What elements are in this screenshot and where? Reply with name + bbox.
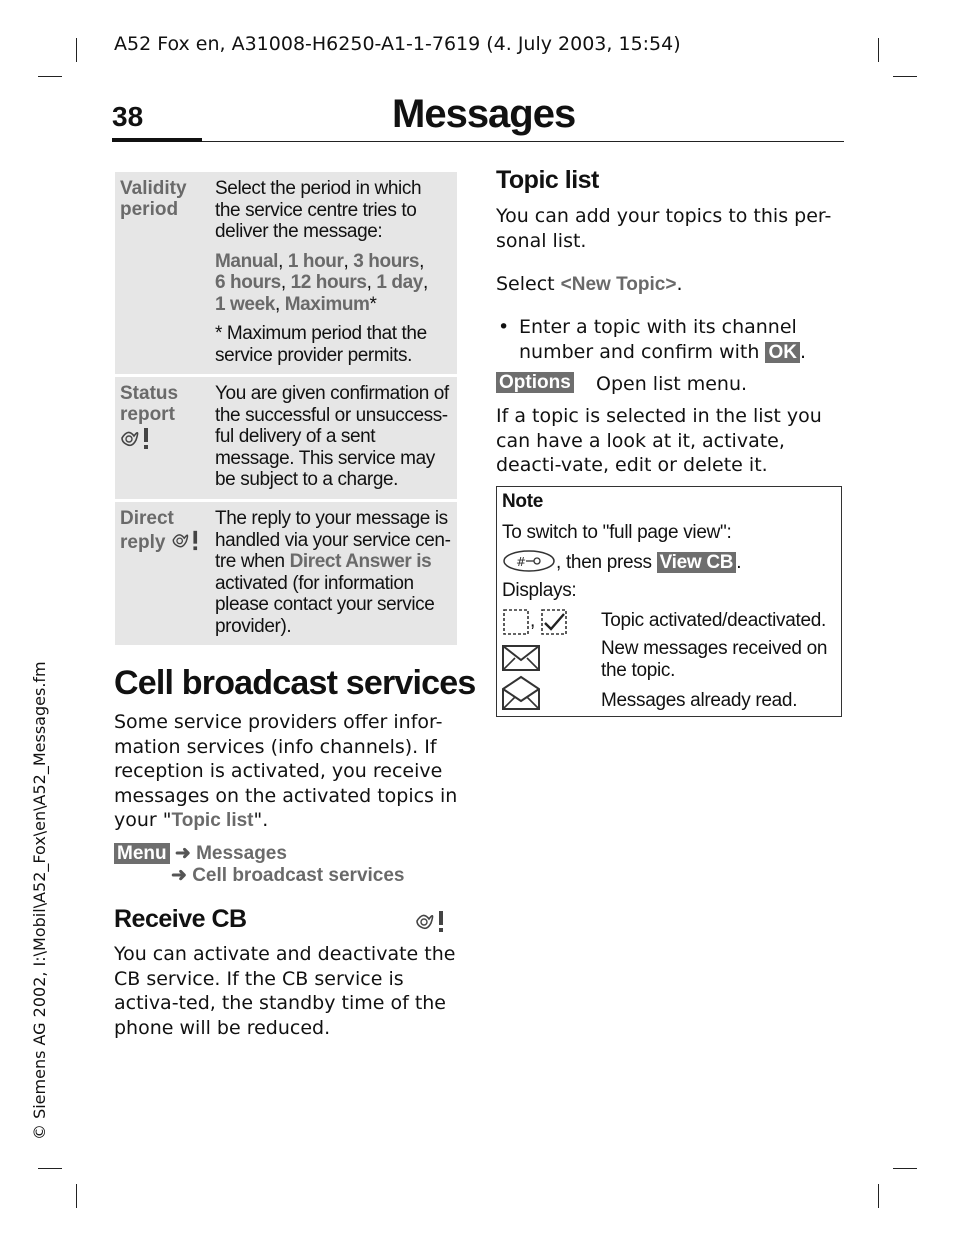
- crop-mark: [76, 1184, 77, 1208]
- table-row: [115, 377, 457, 499]
- topic-status-icons: ,: [502, 608, 568, 636]
- view-cb-key: View CB: [657, 552, 737, 573]
- status-item: Messages already read.: [601, 690, 798, 711]
- cell-broadcast-heading: Cell broadcast services: [114, 664, 476, 702]
- note-box: [496, 486, 842, 717]
- bullet-text: Enter a topic with its channel number and confirm with OK .: [519, 316, 806, 363]
- receive-cb-heading: Receive CB: [114, 905, 247, 933]
- select-new-topic: Select <New Topic>.: [496, 273, 683, 295]
- checkbox-checked-icon: [540, 608, 568, 636]
- options-row: [496, 372, 574, 394]
- menu-path: Menu ➜ Messages ➜ Cell broadcast services: [114, 843, 405, 887]
- receive-cb-text: You can activate and deactivate the CB service. If the CB service is activa-ted, the standby time of the phone will be reduced.: [114, 943, 456, 1039]
- status-item: Topic activated/deactivated.: [601, 610, 827, 631]
- side-copyright: © Siemens AG 2002, I:\Mobil\A52_Fox\en\A52_Messages.fm: [30, 661, 49, 1140]
- row-label: Status report: [120, 383, 212, 455]
- topic-list-heading: Topic list: [496, 166, 599, 194]
- row-description: The reply to your message is handled via your service cen-tre when Direct Answer is activated (for information please contact your service provider).: [215, 508, 451, 637]
- svg-text:#: #: [516, 555, 526, 569]
- hash-key-icon: [502, 549, 556, 573]
- crop-mark: [76, 38, 77, 62]
- displays-label: Displays:: [502, 580, 577, 601]
- running-head: A52 Fox en, A31008-H6250-A1-1-7619 (4. July 2003, 15:54): [114, 33, 681, 55]
- bullet-marker: •: [498, 316, 510, 338]
- topic-list-intro: You can add your topics to this per-sonal list.: [496, 205, 832, 252]
- network-service-icon: [171, 529, 203, 551]
- row-description: You are given confirmation of the successful or unsuccess-ful delivery of a sent message. This service may be subject to a charge.: [215, 383, 449, 490]
- row-label: Validity period: [120, 178, 187, 220]
- crop-mark: [878, 1184, 879, 1208]
- note-title: Note: [502, 491, 544, 512]
- header-rule: [112, 141, 844, 142]
- new-message-icon: [501, 644, 541, 672]
- note-press-line: # , then press View CB .: [502, 549, 741, 574]
- crop-mark: [893, 76, 917, 77]
- cell-broadcast-intro: Some service providers offer infor-mation services (info channels). If reception is activated, you receive messages on the activated topics in your "Topic list".: [114, 711, 458, 831]
- status-item: New messages received on the topic.: [601, 638, 828, 681]
- crop-mark: [893, 1168, 917, 1169]
- options-text: Open list menu.: [596, 373, 748, 395]
- options-key: Options: [496, 372, 574, 393]
- checkbox-empty-icon: [502, 608, 530, 636]
- crop-mark: [38, 76, 62, 77]
- row-description: Select the period in which the service centre tries to deliver the message: Manual, 1 hour, 3 hours, 6 hours, 12 hours, 1 day, 1 week, Maximum* * Maximum period that the service provider permits.: [215, 178, 428, 366]
- network-service-icon: [415, 909, 449, 933]
- note-line: To switch to "full page view":: [502, 522, 732, 543]
- network-service-icon: [120, 426, 154, 450]
- row-label: Direct reply: [120, 508, 212, 553]
- crop-mark: [878, 38, 879, 62]
- page-number: 38: [112, 101, 144, 132]
- table-row: [115, 502, 457, 645]
- page-title: Messages: [392, 92, 576, 136]
- topic-list-details: If a topic is selected in the list you can have a look at it, activate, deacti-vate, edit or delete it.: [496, 405, 822, 476]
- header-rule-thick: [112, 138, 202, 142]
- table-row: [115, 172, 457, 374]
- menu-key: Menu: [114, 843, 170, 864]
- read-message-icon: [501, 675, 541, 711]
- ok-key: OK: [765, 342, 800, 363]
- crop-mark: [38, 1168, 62, 1169]
